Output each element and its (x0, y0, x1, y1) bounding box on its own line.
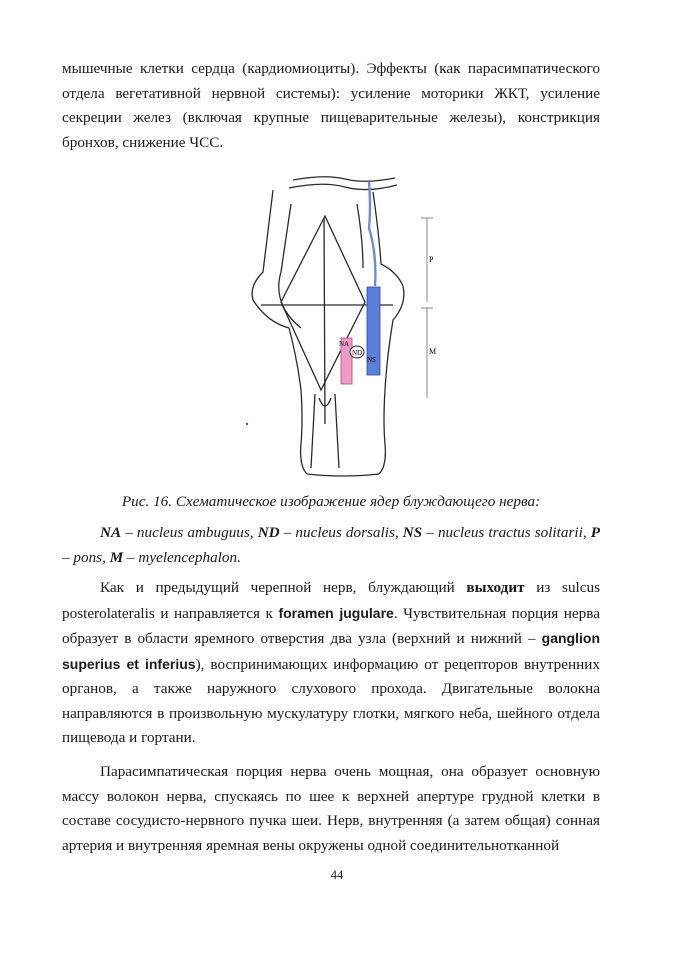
p2-text-1: Как и предыдущий черепной нерв, блуждающий (100, 579, 467, 596)
abbr-nd: ND (257, 524, 280, 541)
paragraph-2 (62, 576, 600, 751)
figure-caption-title: Рис. 16. Схематическое изображение ядер блуждающего нерва: (121, 493, 541, 510)
abbr-p: P (590, 524, 600, 541)
abbr-na: NA (100, 524, 122, 541)
label-m: M (429, 347, 437, 356)
paragraph-1: мышечные клетки сердца (кардиомиоциты). Эффекты (как парасимпатического отдела вегетативной нервной системы): усиление моторики ЖКТ, усиление секреции желез (включая крупные пищеварительные железы), констрикция бронхов, снижение ЧСС. (62, 60, 600, 151)
paragraph-3: Парасимпатическая порция нерва очень мощная, она образует основную массу волокон нерва, спускаясь по шее к верхней апертуре грудной клетки в составе сосудисто-нервного пучка шеи. Нерв, внутренняя (а затем общая) сонная артерия и внутренняя яремная вены окружены одной соединительнотканной (62, 763, 600, 854)
legend-m: – myelencephalon. (123, 548, 241, 566)
legend-nd: – nucleus dorsalis, (279, 524, 403, 541)
abbr-ns: NS (402, 524, 423, 541)
label-nd: ND (352, 349, 363, 357)
p2-text-3: . Чувствительная порция нерва образует в области яремного отверстия два узла (верхний и нижний – (62, 604, 600, 647)
p2-bold-vykhodit: выходит (466, 579, 525, 596)
brainstem-outline (252, 177, 404, 476)
figure-caption-legend (62, 521, 600, 570)
p2-bold-foramen: foramen jugulare (278, 604, 394, 621)
label-ns: NS (367, 356, 376, 364)
page-number: 44 (330, 868, 344, 882)
region-scale (421, 218, 433, 398)
label-p: P (429, 255, 434, 264)
label-na: NA (339, 340, 350, 348)
stray-mark (246, 423, 248, 425)
abbr-m: M (109, 548, 124, 566)
p2-bold-ganglion: ganglion superius et inferius (62, 630, 600, 672)
legend-p: – pons, (62, 548, 110, 566)
vagus-nuclei-diagram (245, 168, 445, 484)
p2-text-2: из sulcus posterolateralis и направляется к (62, 579, 600, 622)
legend-ns: – nucleus tractus solitarii, (422, 524, 591, 541)
p2-text-4: ), воспринимающих информацию от рецепторов внутренних органов, а также наружного слухового прохода. Двигательные волокна направляются в произвольную мускулатуру глотки, мягкого неба, шейного отдела пищевода и гортани. (62, 655, 600, 746)
legend-na: – nucleus ambuguus, (121, 524, 258, 541)
